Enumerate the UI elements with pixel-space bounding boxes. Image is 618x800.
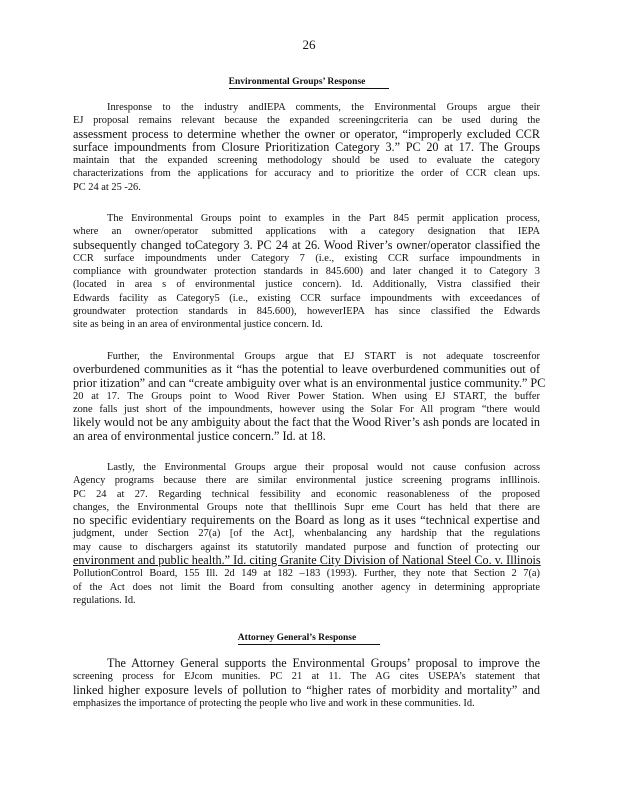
- text-line: an area of environmental justice concern.” Id. at 18.: [73, 428, 326, 443]
- text-line: Agency programs because there are similar environmental justice screening programs inIllinois.: [73, 475, 540, 487]
- text-line: assessment process to determine whether the owner or operator, “improperly excluded CCR: [73, 126, 540, 141]
- text-line: Further, the Environmental Groups argue that EJ START is not adequate toscreenfor: [107, 351, 540, 362]
- text-line: subsequently changed toCategory 3. PC 24 at 26. Wood River’s owner/operator classified the: [73, 237, 540, 252]
- text-line: prior itization” and can “create ambiguity over what is an environmental justice community.” PC: [73, 375, 546, 390]
- text-line: emphasizes the importance of protecting the people who live and work in these communities. Id.: [73, 697, 475, 709]
- paragraph-5: [73, 657, 540, 710]
- text-line: overburdened communities as it “has the potential to leave overburdened communities out of: [73, 362, 540, 377]
- paragraph-4: [73, 461, 540, 607]
- text-line: site as being in an area of environmental justice concern. Id.: [73, 319, 323, 331]
- text-line: compliance with groundwater protection standards in 845.600) and later changed it to Category 3: [73, 266, 540, 278]
- text-line: likely would not be any ambiguity about the fact that the Wood River’s ash ponds are located in: [73, 415, 540, 430]
- text-line: Inresponse to the industry andIEPA comments, the Environmental Groups argue their: [107, 102, 540, 113]
- text-line: no specific evidentiary requirements on the Board as long as it uses “technical expertise and: [73, 513, 540, 528]
- text-line: linked higher exposure levels of pollution to “higher rates of morbidity and mortality” and: [73, 682, 540, 697]
- text-line: judgment, under Section 27(a) [of the Act], whenbalancing any hardship that the regulations: [73, 528, 540, 540]
- text-line: maintain that the expanded screening methodology should be used to evaluate the category: [73, 155, 540, 167]
- text-line: CCR surface impoundments under Category 7 (i.e., existing CCR surface impoundments in: [73, 252, 540, 264]
- heading-attorney-general: Attorney General’s Response: [0, 633, 618, 645]
- text-line: (located in area s of environmental justice concern). Id. Additionally, Vistra classified their: [73, 279, 540, 291]
- text-line: changes, the Environmental Groups note that theIllinois Supr eme Court has held that there are: [73, 501, 540, 513]
- text-line: of the Act does not limit the Board from consulting another agency in determining appropriate: [73, 581, 540, 593]
- heading-environmental-groups: Environmental Groups’ Response: [0, 77, 618, 89]
- text-line: PC 24 at 27. Regarding technical fessibility and economic reasonableness of the proposed: [73, 488, 540, 500]
- text-line: regulations. Id.: [73, 594, 136, 606]
- text-line: groundwater protection standards in 845.600), howeverIEPA has since classified the Edwards: [73, 306, 540, 318]
- page-number: 26: [302, 37, 316, 52]
- text-line: The Environmental Groups point to examples in the Part 845 permit application process,: [107, 213, 540, 224]
- paragraph-2: [73, 212, 540, 332]
- text-line: EJ proposal remains relevant because the expanded screeningcriteria can be used during the: [73, 115, 540, 127]
- text-line: Edwards facility as Category5 (i.e., existing CCR surface impoundments with exceedances of: [73, 292, 540, 304]
- text-line: PC 24 at 25 -26.: [73, 181, 141, 193]
- text-line: zone falls just short of the impoundments, however using the Solar For All program “there would: [73, 404, 540, 416]
- paragraph-1: [73, 101, 540, 194]
- text-line: Lastly, the Environmental Groups argue their proposal would not cause confusion across: [107, 462, 540, 473]
- text-line: environment and public health.” Id. citing Granite City Division of National Steel Co. v. Illinois: [73, 553, 541, 568]
- text-line: The Attorney General supports the Environmental Groups’ proposal to improve the: [107, 656, 540, 670]
- text-line: surface impoundments from Closure Prioritization Category 3.” PC 20 at 17. The Groups: [73, 139, 540, 154]
- text-line: may cause to dischargers against its statutorily mandated purpose and function of protecting our: [73, 541, 540, 553]
- text-line: PollutionControl Board, 155 Ill. 2d 149 at 182 –183 (1993). Further, they note that Section 2 7(a): [73, 568, 540, 580]
- text-line: screening process for EJcom munities. PC 21 at 11. The AG cites USEPA’s statement that: [73, 671, 540, 683]
- text-line: 20 at 17. The Groups point to Wood River Power Station. When using EJ START, the buffer: [73, 390, 540, 402]
- text-line: characterizations from the applications for accuracy and to prioritize the order of CCR clean ups.: [73, 168, 540, 180]
- text-line: where an owner/operator submitted applications with a category designation that IEPA: [73, 226, 540, 238]
- paragraph-3: [73, 350, 546, 443]
